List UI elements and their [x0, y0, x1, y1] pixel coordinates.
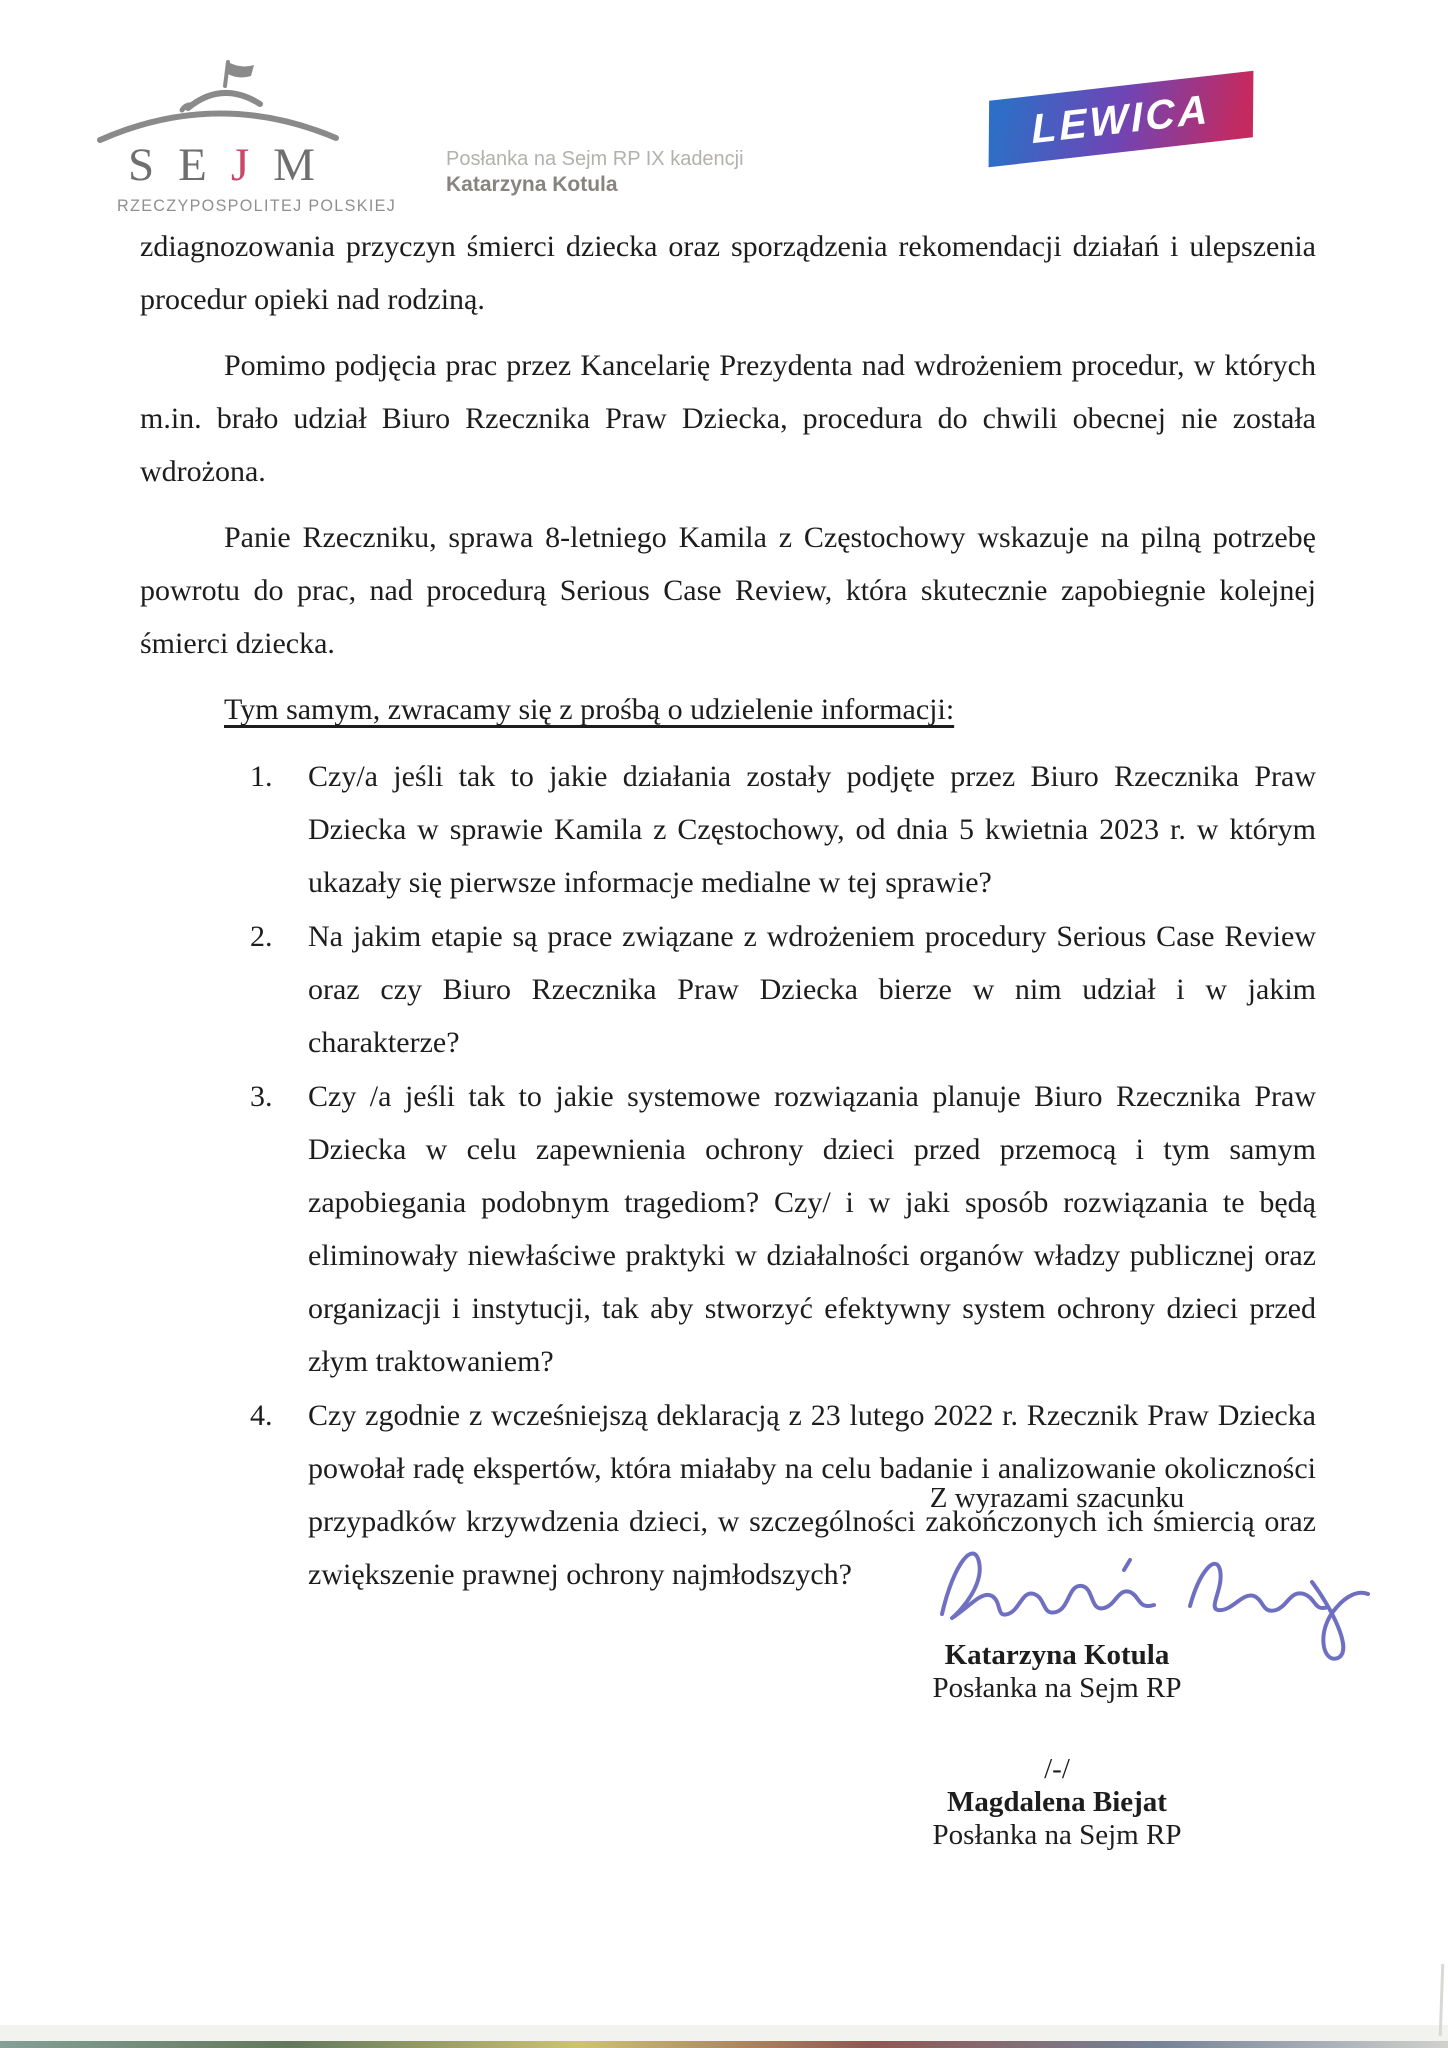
question-number: 4.: [250, 1399, 273, 1432]
lewica-logo-label: LEWICA: [1030, 85, 1212, 152]
request-heading: Tym samym, zwracamy się z prośbą o udzielenie informacji:: [224, 693, 955, 726]
question-number: 3.: [250, 1080, 273, 1113]
footer-color-stripe: [0, 2041, 1448, 2048]
closing-block: [918, 1482, 1196, 1852]
sejm-letter-j: J: [230, 139, 274, 191]
sejm-letter-s: S: [128, 139, 179, 191]
sejm-logo: [0, 0, 420, 230]
question-number: 1.: [250, 760, 273, 793]
sejm-dome-icon: [92, 50, 344, 150]
paragraph-continuation: zdiagnozowania przyczyn śmierci dziecka oraz sporządzenia rekomendacji działań i ulepszenia procedur opieki nad rodziną.: [140, 230, 1316, 316]
signature-separator: /-/: [1044, 1753, 1070, 1785]
paragraph-panie-rzeczniku: Panie Rzeczniku, sprawa 8-letniego Kamila z Częstochowy wskazuje na pilną potrzebę powrotu do prac, nad procedurą Serious Case Review, która skutecznie zapobiegnie kolejnej śmierci dziecka.: [140, 521, 1316, 660]
signatory-name: Katarzyna Kotula: [944, 1639, 1170, 1671]
question-text: Czy/a jeśli tak to jakie działania zostały podjęte przez Biuro Rzecznika Praw Dziecka w sprawie Kamila z Częstochowy, od dnia 5 kwietnia 2023 r. w którym ukazały się pierwsze informacje medialne w tej sprawie?: [308, 760, 1316, 899]
sejm-logo-subtitle: RZECZYPOSPOLITEJ POLSKIEJ: [117, 196, 397, 215]
question-number: 2.: [250, 920, 273, 953]
salutation: Z wyrazami szacunku: [929, 1482, 1185, 1514]
signature-stroke: [1312, 1582, 1368, 1659]
sejm-letter-e: E: [178, 139, 231, 191]
sejm-logo-letters: [128, 138, 339, 192]
scan-shadow-band: [0, 2025, 1448, 2041]
letter-body: [140, 220, 1316, 1602]
signatory-title: Posłanka na Sejm RP: [932, 1672, 1182, 1704]
question-text: Czy zgodnie z wcześniejszą deklaracją z 23 lutego 2022 r. Rzecznik Praw Dziecka powołał radę ekspertów, która miałaby na celu badanie i analizowanie okoliczności przypadków krzywdzenia dzieci, w szczególności zakończonych ich śmiercią oraz zwiększenie prawnej ochrony najmłodszych?: [308, 1399, 1316, 1591]
question-list: [140, 750, 1316, 1601]
question-text: Czy /a jeśli tak to jakie systemowe rozwiązania planuje Biuro Rzecznika Praw Dziecka w celu zapewnienia ochrony dzieci przed przemocą i tym samym zapobiegania podobnym tragediom? Czy/ i w jaki sposób rozwiązania te będą eliminowały niewłaściwe praktyki w działalności organów władzy publicznej oraz organizacji i instytucji, tak aby stworzyć efektywny system ochrony dzieci przed złym traktowaniem?: [308, 1080, 1316, 1378]
sender-name-line: Katarzyna Kotula: [446, 173, 618, 196]
question-item: [140, 910, 1316, 1069]
signatory-name: Magdalena Biejat: [947, 1786, 1167, 1818]
question-item: [140, 1070, 1316, 1388]
question-text: Na jakim etapie są prace związane z wdrożeniem procedury Serious Case Review oraz czy Biuro Rzecznika Praw Dziecka bierze w nim udział i w jakim charakterze?: [308, 920, 1316, 1059]
question-item: [140, 750, 1316, 909]
lewica-logo: [989, 71, 1254, 168]
sender-role-line: Posłanka na Sejm RP IX kadencji: [446, 148, 744, 170]
signatory-title: Posłanka na Sejm RP: [932, 1819, 1182, 1851]
sender-block: [446, 146, 744, 198]
paragraph-pomimo: Pomimo podjęcia prac przez Kancelarię Prezydenta nad wdrożeniem procedur, w których m.in. brało udział Biuro Rzecznika Praw Dziecka, procedura do chwili obecnej nie została wdrożona.: [140, 349, 1316, 488]
sejm-letter-m: M: [273, 139, 339, 191]
